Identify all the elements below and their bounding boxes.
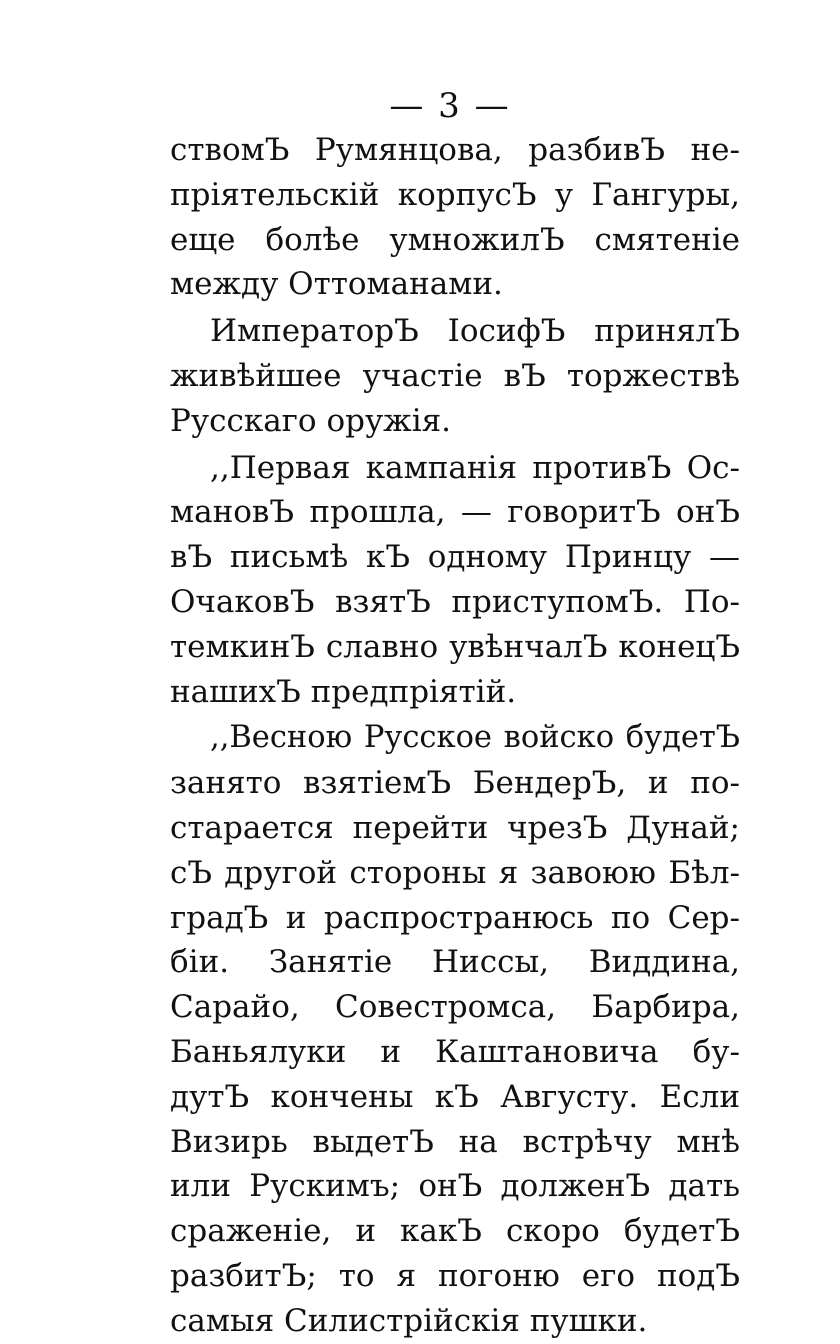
text-line: Визирь выдетЪ на встрѣчу мнѣ	[170, 1123, 740, 1160]
text-line: или Рускимъ; онЪ долженЪ дать	[170, 1168, 740, 1205]
text-line: еще болѣе умножилЪ смятеніе	[170, 221, 740, 258]
text-line: нашихЪ предпріятій.	[170, 673, 517, 710]
text-line: темкинЪ славно увѣнчалЪ конецЪ	[170, 628, 740, 665]
text-line: между Оттоманами.	[170, 266, 503, 303]
text-line: сраженіе, и какЪ скоро будетЪ	[170, 1213, 740, 1250]
text-line: біи. Занятіе Ниссы, Виддина,	[170, 944, 740, 981]
text-line: мановЪ прошла, — говоритЪ онЪ	[170, 494, 740, 531]
text-line: разбитЪ; то я погоню его подЪ	[170, 1257, 740, 1294]
text-line: ,,Весною Русское войско будетЪ	[210, 720, 740, 756]
text-line: дутЪ кончены кЪ Августу. Если	[170, 1078, 740, 1115]
text-line: Сарайо, Совестромса, Барбира,	[170, 989, 740, 1026]
text-line: старается перейти чрезЪ Дунай;	[170, 809, 740, 846]
text-line: Баньялуки и Каштановича бу-	[170, 1033, 740, 1070]
body-text	[170, 128, 740, 1344]
text-line: вЪ письмѣ кЪ одному Принцу —	[170, 539, 740, 576]
text-line: пріятельскій корпусЪ у Гангуры,	[170, 176, 740, 213]
text-line: живѣйшее участіе вЪ торжествѣ	[170, 357, 740, 394]
page-number: — 3 —	[389, 86, 511, 126]
text-line: ОчаковЪ взятЪ приступомЪ. По-	[170, 583, 740, 620]
text-line: Русскаго оружія.	[170, 402, 452, 439]
text-line: градЪ и распространюсь по Сер-	[170, 899, 740, 936]
text-line: сЪ другой стороны я завоюю Бѣл-	[170, 854, 740, 891]
text-line: самыя Силистрійскія пушки.	[170, 1302, 648, 1339]
text-line: ,,Первая кампанія противЪ Ос-	[210, 449, 740, 486]
text-line: занято взятіемЪ БендерЪ, и по-	[170, 765, 740, 802]
text-line: ИмператорЪ ІосифЪ принялЪ	[210, 313, 740, 350]
text-line: ствомЪ Румянцова, разбивЪ не-	[170, 132, 740, 168]
